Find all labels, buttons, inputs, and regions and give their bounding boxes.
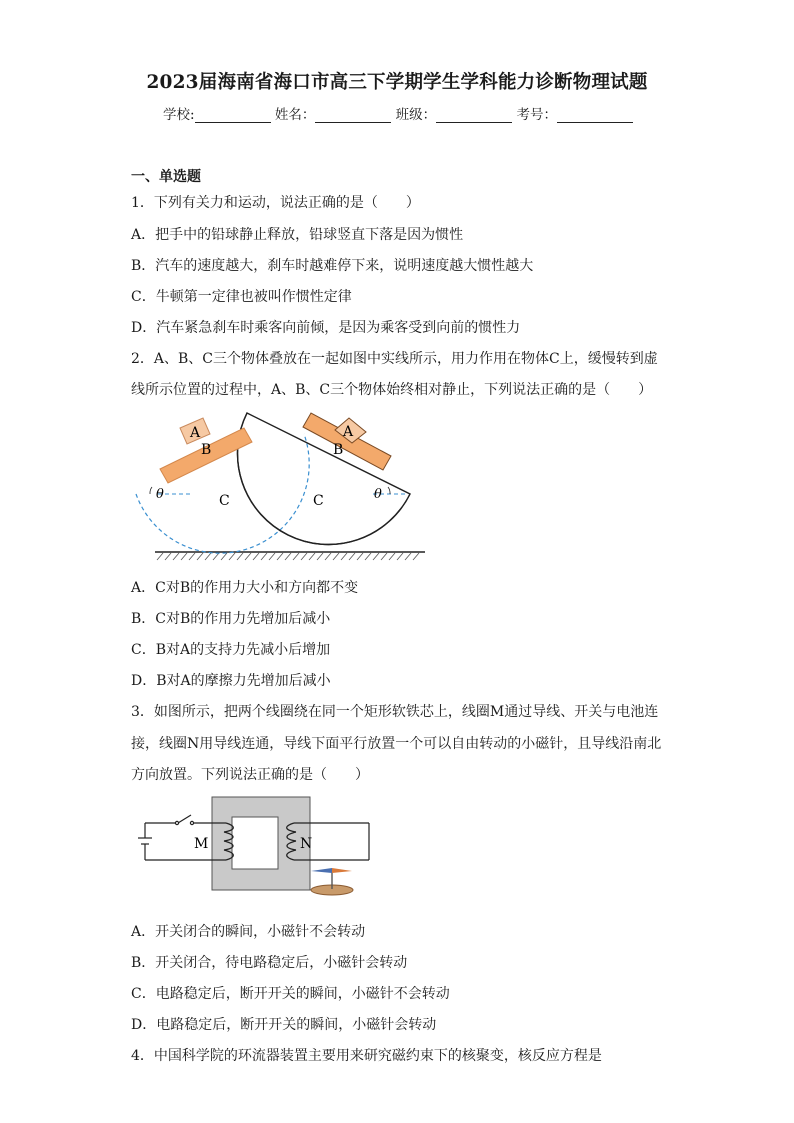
q1-option-d: D．汽车紧急刹车时乘客向前倾，是因为乘客受到向前的惯性力 bbox=[131, 320, 521, 336]
q2-option-d: D．B对A的摩擦力先增加后减小 bbox=[131, 673, 331, 689]
q3-option-b: B．开关闭合，待电路稳定后，小磁针会转动 bbox=[131, 955, 408, 971]
q3-stem-line2: 接，线圈N用导线连通，导线下面平行放置一个可以自由转动的小磁针，且导线沿南北 bbox=[131, 736, 662, 752]
label-a-right: A bbox=[343, 424, 354, 440]
class-label: 班级： bbox=[395, 107, 437, 123]
label-theta-right: θ bbox=[374, 487, 382, 502]
q4-stem: 4．中国科学院的环流器装置主要用来研究磁约束下的核聚变，核反应方程是 bbox=[131, 1048, 602, 1064]
student-info-line bbox=[163, 103, 633, 123]
q1-option-a: A．把手中的铅球静止释放，铅球竖直下落是因为惯性 bbox=[131, 227, 464, 243]
label-c-right: C bbox=[313, 493, 324, 509]
q2-option-c: C．B对A的支持力先减小后增加 bbox=[131, 642, 331, 658]
q3-option-d: D．电路稳定后，断开开关的瞬间，小磁针会转动 bbox=[131, 1017, 437, 1033]
school-label: 学校: bbox=[163, 107, 195, 123]
label-b-left: B bbox=[201, 442, 212, 458]
q2-option-a: A．C对B的作用力大小和方向都不变 bbox=[131, 580, 359, 596]
q2-figure bbox=[130, 405, 430, 565]
label-b-right: B bbox=[333, 442, 344, 458]
label-a-left: A bbox=[190, 425, 201, 441]
q2-stem-line1: 2．A、B、C三个物体叠放在一起如图中实线所示，用力作用在物体C上，缓慢转到虚 bbox=[131, 351, 658, 367]
page-title: 2023届海南省海口市高三下学期学生学科能力诊断物理试题 bbox=[146, 72, 648, 93]
q3-figure bbox=[128, 790, 378, 902]
q1-option-b: B．汽车的速度越大，刹车时越难停下来，说明速度越大惯性越大 bbox=[131, 258, 534, 274]
iron-core-window bbox=[232, 817, 278, 869]
q2-option-b: B．C对B的作用力先增加后减小 bbox=[131, 611, 331, 627]
q3-option-a: A．开关闭合的瞬间，小磁针不会转动 bbox=[131, 924, 366, 940]
q2-stem-line2: 线所示位置的过程中，A、B、C三个物体始终相对静止，下列说法正确的是（ ） bbox=[131, 382, 653, 398]
ground-hatch bbox=[157, 553, 419, 560]
q3-stem-line3: 方向放置。下列说法正确的是（ ） bbox=[131, 767, 369, 783]
number-blank bbox=[557, 108, 633, 123]
class-blank bbox=[436, 108, 512, 123]
name-label: 姓名： bbox=[274, 107, 316, 123]
q1-option-c: C．牛顿第一定律也被叫作惯性定律 bbox=[131, 289, 352, 305]
q3-stem-line1: 3．如图所示，把两个线圈绕在同一个矩形软铁芯上，线圈M通过导线、开关与电池连 bbox=[131, 704, 659, 720]
section-heading: 一、单选题 bbox=[131, 169, 201, 185]
label-n: N bbox=[300, 836, 313, 852]
compass bbox=[311, 868, 353, 895]
school-blank bbox=[195, 108, 271, 123]
number-label: 考号： bbox=[516, 107, 557, 123]
label-c-left: C bbox=[219, 493, 230, 509]
name-blank bbox=[315, 108, 391, 123]
label-theta-left: θ bbox=[156, 487, 164, 502]
q3-option-c: C．电路稳定后，断开开关的瞬间，小磁针不会转动 bbox=[131, 986, 450, 1002]
q1-stem: 1．下列有关力和运动，说法正确的是（ ） bbox=[131, 195, 420, 211]
label-m: M bbox=[194, 836, 209, 852]
